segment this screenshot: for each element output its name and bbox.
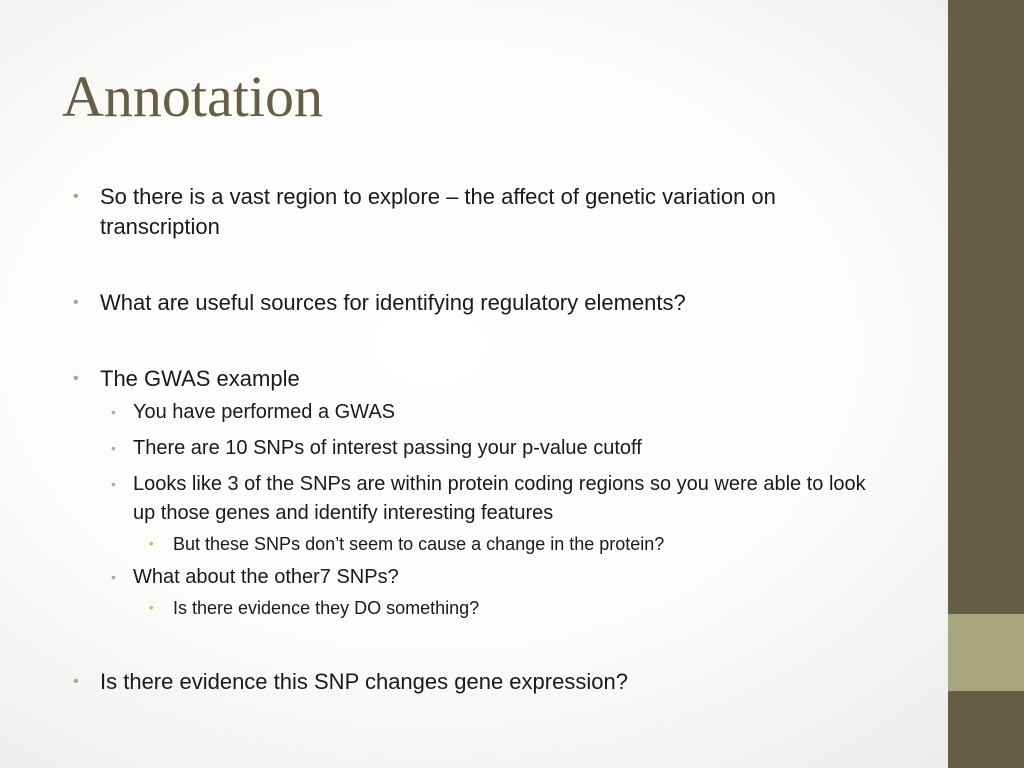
bullet-text: What are useful sources for identifying regulatory elements? — [100, 290, 686, 315]
sub-bullet-marker: • — [111, 569, 116, 585]
sub-sub-bullet-text: But these SNPs don’t seem to cause a change in the protein? — [173, 534, 665, 554]
sub-bullet-item — [100, 434, 877, 463]
bullet-text: Is there evidence this SNP changes gene expression? — [100, 669, 628, 694]
sub-bullet-item — [100, 470, 877, 557]
bullet-item — [62, 288, 877, 318]
bullet-item — [62, 182, 877, 242]
sub-sub-bullet-text: Is there evidence they DO something? — [173, 598, 480, 618]
sub-bullet-marker: • — [111, 440, 116, 456]
bullet-item — [62, 667, 877, 697]
sub-sub-bullet-item — [133, 531, 877, 557]
sub-sub-bullet-marker: • — [149, 600, 154, 615]
bullet-marker: • — [73, 294, 79, 311]
sub-sub-bullet-list — [133, 595, 877, 621]
sub-sub-bullet-list — [133, 531, 877, 557]
sub-sub-bullet-item — [133, 595, 877, 621]
sub-bullet-text: There are 10 SNPs of interest passing your p-value cutoff — [133, 437, 642, 459]
bullet-item — [62, 364, 877, 621]
sub-bullet-item — [100, 563, 877, 621]
decorative-sidebar-accent — [948, 614, 1024, 691]
bullet-marker: • — [73, 673, 79, 690]
bullet-marker: • — [73, 188, 79, 205]
slide-title: Annotation — [62, 64, 323, 129]
slide-body — [62, 182, 877, 697]
sub-bullet-text: What about the other7 SNPs? — [133, 566, 399, 588]
sub-sub-bullet-marker: • — [149, 536, 154, 551]
sub-bullet-item — [100, 398, 877, 427]
sub-bullet-marker: • — [111, 476, 116, 492]
bullet-marker: • — [73, 370, 79, 387]
bullet-text: The GWAS example — [100, 366, 300, 391]
sub-bullet-marker: • — [111, 404, 116, 420]
sub-bullet-list — [100, 398, 877, 621]
bullet-list — [62, 182, 877, 697]
bullet-text: So there is a vast region to explore – the affect of genetic variation on transcription — [100, 184, 776, 239]
sub-bullet-text: Looks like 3 of the SNPs are within protein coding regions so you were able to look up those genes and identify interesting features — [133, 473, 866, 524]
sub-bullet-text: You have performed a GWAS — [133, 401, 395, 423]
